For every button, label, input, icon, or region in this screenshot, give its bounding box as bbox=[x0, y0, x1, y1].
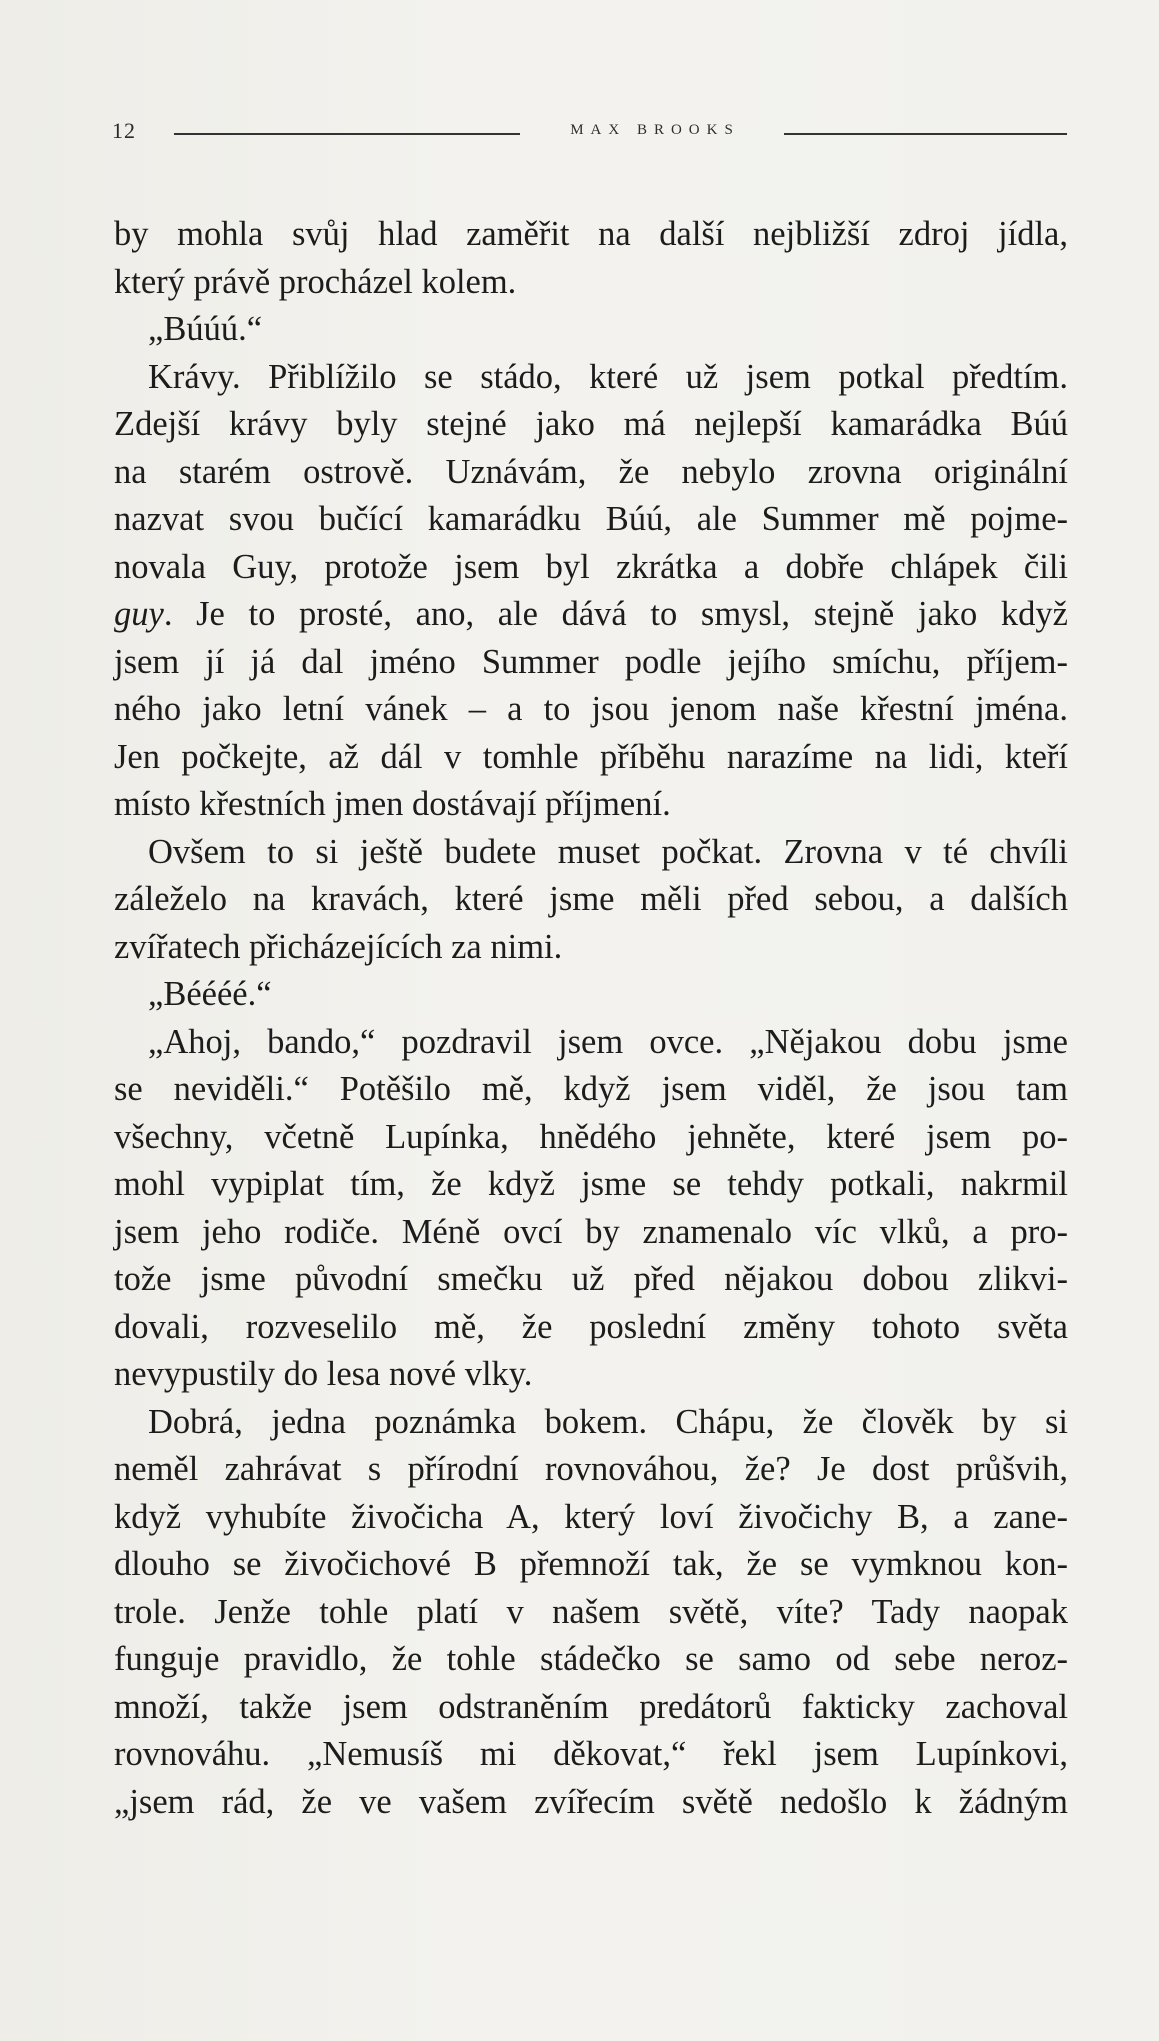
text-line: se neviděli.“ Potěšilo mě, když jsem viděl, že jsou tam bbox=[114, 1070, 1068, 1108]
text-line: dlouho se živočichové B přemnoží tak, že se vymknou kon- bbox=[114, 1545, 1068, 1583]
text-line: novala Guy, protože jsem byl zkrátka a dobře chlápek čili bbox=[114, 547, 1068, 586]
text-line: „Béééé.“ bbox=[148, 975, 272, 1013]
text-line: jsem jí já dal jméno Summer podle jejího smíchu, příjem- bbox=[114, 642, 1068, 681]
text-line: Ovšem to si ještě budete muset počkat. Zrovna v té chvíli bbox=[148, 832, 1068, 871]
header-rule-right bbox=[784, 133, 1067, 135]
text-line: zvířatech přicházejících za nimi. bbox=[114, 927, 563, 966]
text-line: by mohla svůj hlad zaměřit na další nejbližší zdroj jídla, bbox=[114, 215, 1068, 253]
text-line: trole. Jenže tohle platí v našem světě, víte? Tady naopak bbox=[114, 1592, 1068, 1631]
text-line: který právě procházel kolem. bbox=[114, 262, 517, 301]
text-line: když vyhubíte živočicha A, který loví živočichy B, a zane- bbox=[114, 1497, 1068, 1536]
text-line: ného jako letní vánek – a to jsou jenom naše křestní jména. bbox=[114, 690, 1068, 728]
text-line: neměl zahrávat s přírodní rovnováhou, že? Je dost průšvih, bbox=[114, 1450, 1068, 1488]
header-rule-left bbox=[174, 133, 520, 135]
text-line: Krávy. Přiblížilo se stádo, které už jsem potkal předtím. bbox=[148, 357, 1068, 396]
text-line: množí, takže jsem odstraněním predátorů fakticky zachoval bbox=[114, 1687, 1068, 1726]
text-line: Jen počkejte, až dál v tomhle příběhu narazíme na lidi, kteří bbox=[114, 737, 1068, 776]
text-line bbox=[114, 591, 1068, 639]
text-line: dovali, rozveselilo mě, že poslední změny tohoto světa bbox=[114, 1307, 1068, 1346]
text-line: „Búúú.“ bbox=[148, 310, 263, 348]
page-header bbox=[112, 118, 1067, 148]
text-line: nevypustily do lesa nové vlky. bbox=[114, 1355, 533, 1393]
running-head: MAX BROOKS bbox=[570, 122, 740, 138]
text-line: Zdejší krávy byly stejné jako má nejlepší kamarádka Búú bbox=[114, 405, 1068, 443]
text-line: místo křestních jmen dostávají příjmení. bbox=[114, 785, 671, 823]
body-text bbox=[114, 211, 1068, 1826]
text-line: funguje pravidlo, že tohle stádečko se samo od sebe neroz- bbox=[114, 1640, 1068, 1678]
text-line: na starém ostrově. Uznávám, že nebylo zrovna originální bbox=[114, 452, 1068, 491]
text-line: záleželo na kravách, které jsme měli před sebou, a dalších bbox=[114, 880, 1068, 918]
text-line: tože jsme původní smečku už před nějakou dobou zlikvi- bbox=[114, 1260, 1068, 1298]
text-line: mohl vypiplat tím, že když jsme se tehdy potkali, nakrmil bbox=[114, 1165, 1068, 1203]
text-line: Dobrá, jedna poznámka bokem. Chápu, že člověk by si bbox=[148, 1402, 1068, 1441]
text-line: nazvat svou bučící kamarádku Búú, ale Summer mě pojme- bbox=[114, 500, 1068, 538]
text-line: „Ahoj, bando,“ pozdravil jsem ovce. „Nějakou dobu jsme bbox=[148, 1022, 1068, 1061]
text-line: jsem jeho rodiče. Méně ovcí by znamenalo víc vlků, a pro- bbox=[114, 1212, 1068, 1251]
page-number: 12 bbox=[112, 118, 136, 143]
text-line-rest: . Je to prosté, ano, ale dává to smysl, stejně jako když bbox=[163, 595, 1068, 633]
text-line: „jsem rád, že ve vašem zvířecím světě nedošlo k žádným bbox=[114, 1782, 1068, 1821]
text-line: rovnováhu. „Nemusíš mi děkovat,“ řekl jsem Lupínkovi, bbox=[114, 1735, 1068, 1773]
text-line: všechny, včetně Lupínka, hnědého jehněte, které jsem po- bbox=[114, 1117, 1068, 1156]
italic-word: guy bbox=[114, 595, 164, 633]
